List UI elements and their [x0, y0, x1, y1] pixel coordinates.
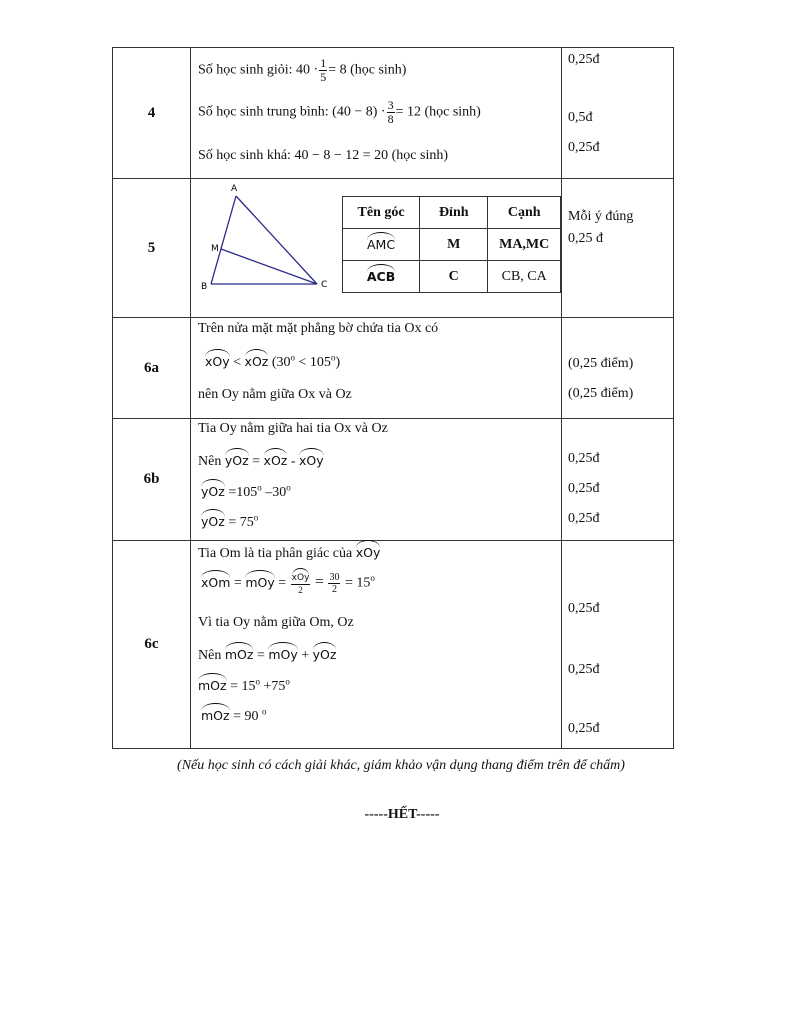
vertex-m: M: [420, 229, 488, 261]
score: (0,25 điểm): [568, 356, 634, 371]
score: 0,5đ: [568, 110, 593, 125]
content-cell: [191, 541, 562, 749]
row-6c: [113, 541, 674, 749]
score: 0,25 đ: [568, 231, 603, 246]
score-cell: [562, 318, 674, 419]
header-angle-name: Tên góc: [343, 197, 420, 229]
text-line: Trên nửa mặt mặt phẳng bờ chứa tia Ox có: [198, 321, 439, 336]
angle-acb: ACB: [366, 269, 396, 284]
average-students-line: Số học sinh trung bình: (40 − 8) · $\frac{3}{8}$ = 12 (học sinh): [198, 98, 481, 126]
vertex-c: C: [420, 261, 488, 293]
header-vertex: Đỉnh: [420, 197, 488, 229]
score: 0,25đ: [568, 511, 600, 526]
point-a-label: A: [231, 184, 238, 194]
text-line: Tia Oy nằm giữa hai tia Ox và Oz: [198, 421, 388, 436]
good-students-line: Số học sinh khá: 40 − 8 − 12 = 20 (học sinh): [198, 148, 449, 163]
score: 0,25đ: [568, 451, 600, 466]
angle-equation: yOz $=105^o$ –30$^o$: [201, 482, 291, 500]
end-marker: -----HẾT-----: [364, 807, 440, 822]
question-number: 5: [113, 179, 191, 318]
sides-cb-ca: CB, CA: [488, 261, 561, 293]
score-cell: [562, 179, 674, 318]
angle-table-row: [343, 261, 561, 293]
content-cell: [191, 419, 562, 541]
fraction: $\frac{3}{8}$: [387, 98, 394, 126]
angle-equation: Nên mOz = mOy + yOz: [198, 647, 337, 663]
angle-table-header: [343, 197, 561, 229]
header-sides: Cạnh: [488, 197, 561, 229]
point-b-label: B: [201, 282, 208, 292]
score-cell: [562, 48, 674, 179]
excellent-students-line: Số học sinh giỏi: 40 · $\frac{1}{5}$ = 8 (học sinh): [198, 56, 407, 84]
angle-equation: mOz = $15^o +75^o$: [198, 676, 290, 694]
row-6a: [113, 318, 674, 419]
point-c-label: C: [321, 280, 328, 290]
score: 0,25đ: [568, 481, 600, 496]
bisector-equation: xOm = mOy = $\frac{\text{xOy}}{2}$ = $\frac{30}{2}$ = $15^o$: [201, 572, 375, 595]
row-5: [113, 179, 674, 318]
question-number: 4: [113, 48, 191, 179]
grading-note: (Nếu học sinh có cách giải khác, giám khảo vận dụng thang điểm trên để chấm): [177, 758, 625, 773]
angle-comparison: xOy < xOz $(30^o < 105^o)$: [205, 352, 341, 370]
score-cell: [562, 419, 674, 541]
question-number: 6b: [113, 419, 191, 541]
angle-equation: Nên yOz = xOz - xOy: [198, 453, 324, 469]
text-line: nên Oy nằm giữa Ox và Oz: [198, 387, 352, 402]
score: 0,25đ: [568, 140, 600, 155]
angle-amc: AMC: [367, 237, 396, 252]
fraction: $\frac{1}{5}$: [320, 56, 327, 84]
angle-result: yOz = $75^o$: [201, 512, 259, 530]
sides-ma-mc: MA,MC: [488, 229, 561, 261]
triangle-figure: [199, 181, 339, 301]
row-6b: [113, 419, 674, 541]
score: Mỗi ý đúng: [568, 209, 634, 224]
score: (0,25 điểm): [568, 386, 634, 401]
content-cell: [191, 48, 562, 179]
score: 0,25đ: [568, 721, 600, 736]
content-cell: [191, 318, 562, 419]
angle-table-row: [343, 229, 561, 261]
score-cell: [562, 541, 674, 749]
score: 0,25đ: [568, 52, 600, 67]
question-number: 6a: [113, 318, 191, 419]
angle-table: [342, 196, 561, 293]
row-4: [113, 48, 674, 179]
text-line: Vì tia Oy nằm giữa Om, Oz: [198, 615, 354, 630]
point-m-label: M: [211, 244, 219, 254]
content-cell: [191, 179, 562, 318]
score: 0,25đ: [568, 601, 600, 616]
text-line: Tia Om là tia phân giác của xOy: [198, 545, 381, 561]
question-number: 6c: [113, 541, 191, 749]
answer-table: [112, 47, 674, 749]
score: 0,25đ: [568, 662, 600, 677]
angle-result: mOz = 90 $^o$: [201, 706, 267, 724]
